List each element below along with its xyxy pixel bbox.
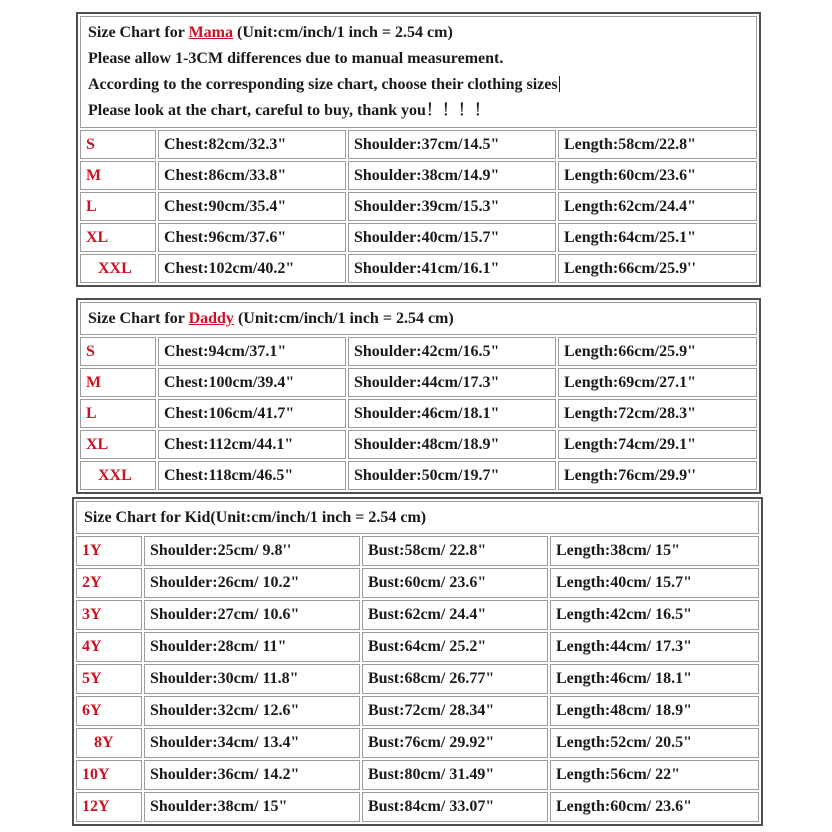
length-cell: Length:60cm/ 23.6" [550, 792, 759, 822]
shoulder-cell: Shoulder:38cm/14.9" [348, 161, 556, 190]
bust-cell: Bust:60cm/ 23.6" [362, 568, 548, 598]
table-row [76, 664, 759, 694]
table-header-row [80, 16, 757, 128]
length-cell: Length:58cm/22.8" [558, 130, 757, 159]
table-title [88, 23, 749, 42]
size-label: 12Y [76, 792, 142, 822]
size-label: 2Y [76, 568, 142, 598]
table-row [76, 536, 759, 566]
text-cursor-icon [559, 76, 560, 92]
daddy-link: Daddy [188, 310, 234, 327]
table-row [80, 130, 757, 159]
table-row [80, 254, 757, 283]
shoulder-cell: Shoulder:34cm/ 13.4" [144, 728, 360, 758]
length-cell: Length:60cm/23.6" [558, 161, 757, 190]
daddy-size-table [76, 298, 761, 494]
note-measurement: Please allow 1-3CM differences due to manual measurement. [88, 50, 504, 67]
kid-size-table [72, 497, 763, 826]
title-suffix: (Unit:cm/inch/1 inch = 2.54 cm) [233, 310, 454, 327]
daddy-table-header [80, 302, 757, 335]
length-cell: Length:48cm/ 18.9" [550, 696, 759, 726]
table-row [80, 192, 757, 221]
bust-cell: Bust:64cm/ 25.2" [362, 632, 548, 662]
shoulder-cell: Shoulder:42cm/16.5" [348, 337, 556, 366]
bust-cell: Bust:84cm/ 33.07" [362, 792, 548, 822]
title-prefix: Size Chart for [88, 24, 189, 41]
length-cell: Length:69cm/27.1" [558, 368, 757, 397]
shoulder-cell: Shoulder:28cm/ 11" [144, 632, 360, 662]
shoulder-cell: Shoulder:48cm/18.9" [348, 430, 556, 459]
length-cell: Length:66cm/25.9'' [558, 254, 757, 283]
shoulder-cell: Shoulder:46cm/18.1" [348, 399, 556, 428]
chest-cell: Chest:102cm/40.2" [158, 254, 346, 283]
table-title: Size Chart for Kid(Unit:cm/inch/1 inch = 2.54 cm) [84, 509, 427, 526]
chest-cell: Chest:106cm/41.7" [158, 399, 346, 428]
size-label: 8Y [76, 728, 142, 758]
size-label: 4Y [76, 632, 142, 662]
shoulder-cell: Shoulder:25cm/ 9.8'' [144, 536, 360, 566]
length-cell: Length:44cm/ 17.3" [550, 632, 759, 662]
size-label: S [80, 130, 156, 159]
length-cell: Length:76cm/29.9'' [558, 461, 757, 490]
bust-cell: Bust:68cm/ 26.77" [362, 664, 548, 694]
table-row [76, 728, 759, 758]
shoulder-cell: Shoulder:38cm/ 15" [144, 792, 360, 822]
table-row [80, 461, 757, 490]
size-label: M [80, 161, 156, 190]
table-row [80, 368, 757, 397]
size-label: S [80, 337, 156, 366]
table-row [80, 337, 757, 366]
length-cell: Length:66cm/25.9" [558, 337, 757, 366]
shoulder-cell: Shoulder:26cm/ 10.2" [144, 568, 360, 598]
table-row [76, 792, 759, 822]
kid-table-header [76, 501, 759, 534]
shoulder-cell: Shoulder:50cm/19.7" [348, 461, 556, 490]
table-row [80, 223, 757, 252]
mama-size-table [76, 12, 761, 287]
length-cell: Length:62cm/24.4" [558, 192, 757, 221]
chest-cell: Chest:96cm/37.6" [158, 223, 346, 252]
shoulder-cell: Shoulder:44cm/17.3" [348, 368, 556, 397]
note-thank-you: Please look at the chart, careful to buy, thank you！！！！ [88, 102, 490, 119]
size-label: M [80, 368, 156, 397]
size-label: 1Y [76, 536, 142, 566]
bust-cell: Bust:58cm/ 22.8" [362, 536, 548, 566]
shoulder-cell: Shoulder:40cm/15.7" [348, 223, 556, 252]
table-row [76, 632, 759, 662]
length-cell: Length:40cm/ 15.7" [550, 568, 759, 598]
note-choose-size-text: According to the corresponding size chart, choose their clothing sizes [88, 76, 558, 93]
shoulder-cell: Shoulder:41cm/16.1" [348, 254, 556, 283]
chest-cell: Chest:112cm/44.1" [158, 430, 346, 459]
length-cell: Length:42cm/ 16.5" [550, 600, 759, 630]
length-cell: Length:72cm/28.3" [558, 399, 757, 428]
bust-cell: Bust:76cm/ 29.92" [362, 728, 548, 758]
table-row [80, 399, 757, 428]
table-row [76, 568, 759, 598]
title-suffix: (Unit:cm/inch/1 inch = 2.54 cm) [233, 24, 453, 41]
bust-cell: Bust:72cm/ 28.34" [362, 696, 548, 726]
length-cell: Length:56cm/ 22" [550, 760, 759, 790]
shoulder-cell: Shoulder:27cm/ 10.6" [144, 600, 360, 630]
size-label: L [80, 399, 156, 428]
table-row [80, 161, 757, 190]
table-row [76, 696, 759, 726]
size-label: 3Y [76, 600, 142, 630]
size-label: L [80, 192, 156, 221]
mama-link: Mama [188, 24, 234, 41]
length-cell: Length:46cm/ 18.1" [550, 664, 759, 694]
size-label: XL [80, 223, 156, 252]
length-cell: Length:38cm/ 15" [550, 536, 759, 566]
size-label: XXL [80, 254, 156, 283]
size-label: 6Y [76, 696, 142, 726]
length-cell: Length:52cm/ 20.5" [550, 728, 759, 758]
chest-cell: Chest:86cm/33.8" [158, 161, 346, 190]
chest-cell: Chest:90cm/35.4" [158, 192, 346, 221]
chest-cell: Chest:118cm/46.5" [158, 461, 346, 490]
title-prefix: Size Chart for [88, 310, 189, 327]
chest-cell: Chest:94cm/37.1" [158, 337, 346, 366]
length-cell: Length:64cm/25.1" [558, 223, 757, 252]
shoulder-cell: Shoulder:36cm/ 14.2" [144, 760, 360, 790]
bust-cell: Bust:62cm/ 24.4" [362, 600, 548, 630]
size-label: 10Y [76, 760, 142, 790]
size-label: 5Y [76, 664, 142, 694]
shoulder-cell: Shoulder:39cm/15.3" [348, 192, 556, 221]
table-row [76, 600, 759, 630]
note-choose-size [88, 75, 749, 94]
length-cell: Length:74cm/29.1" [558, 430, 757, 459]
size-label: XL [80, 430, 156, 459]
table-title [88, 309, 749, 328]
bust-cell: Bust:80cm/ 31.49" [362, 760, 548, 790]
table-row [76, 760, 759, 790]
shoulder-cell: Shoulder:32cm/ 12.6" [144, 696, 360, 726]
shoulder-cell: Shoulder:37cm/14.5" [348, 130, 556, 159]
chest-cell: Chest:82cm/32.3" [158, 130, 346, 159]
table-header-row [80, 302, 757, 335]
shoulder-cell: Shoulder:30cm/ 11.8" [144, 664, 360, 694]
mama-table-header [80, 16, 757, 128]
chest-cell: Chest:100cm/39.4" [158, 368, 346, 397]
table-header-row [76, 501, 759, 534]
table-row [80, 430, 757, 459]
size-label: XXL [80, 461, 156, 490]
